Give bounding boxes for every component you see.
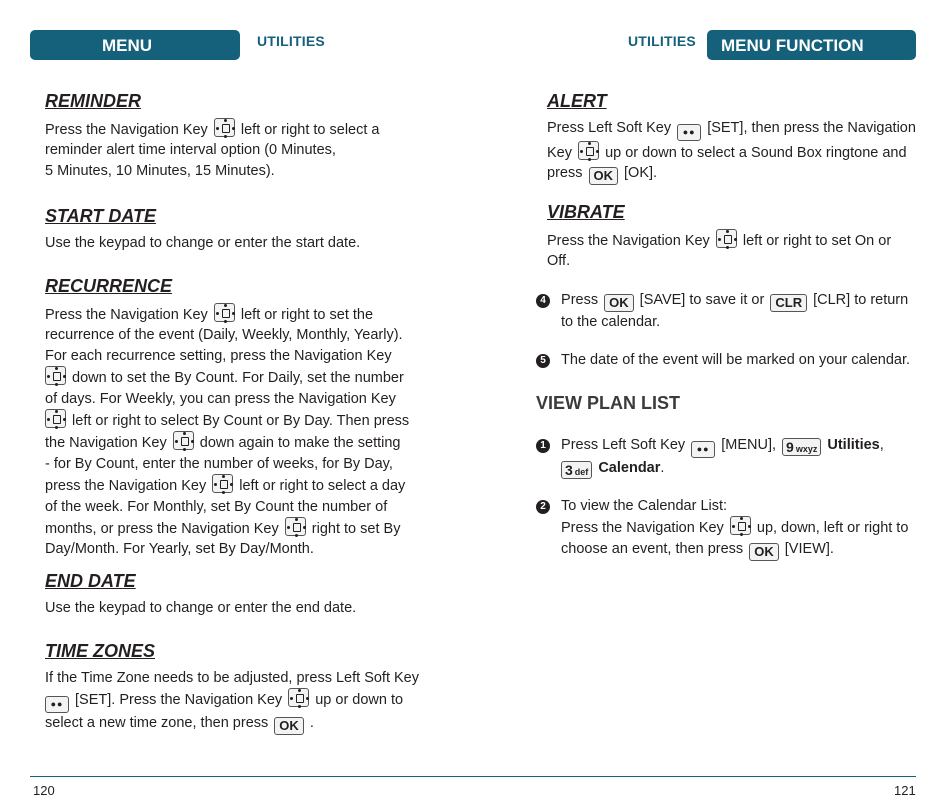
recurrence-text — [45, 303, 425, 560]
time-zones-heading: TIME ZONES — [45, 641, 156, 661]
ok-key-icon: OK — [749, 543, 779, 561]
start-date-text: Use the keypad to change or enter the start date. — [45, 235, 361, 251]
text-fragment: To view the Calendar List: — [561, 498, 728, 514]
clr-key-icon: CLR — [770, 294, 807, 312]
page-number-right: 121 — [894, 783, 916, 798]
view-plan-step-1 — [536, 435, 926, 479]
vibrate-text — [547, 229, 922, 272]
text-fragment: - for By Count, enter the number of weeks, for By Day, — [45, 455, 393, 472]
view-plan-step-2 — [536, 496, 931, 561]
key-digit: 3 — [565, 462, 573, 478]
key-letters: def — [574, 467, 589, 477]
alert-heading: ALERT — [547, 91, 607, 111]
navigation-key-icon — [214, 118, 235, 137]
text-fragment: down to set the By Count. For Daily, set the number — [72, 370, 404, 387]
text-fragment: [SET]. Press the Navigation Key — [75, 692, 283, 709]
text-fragment: [MENU], — [721, 437, 776, 453]
text-fragment: [SET], then press the Navigation — [707, 120, 916, 136]
text-fragment: . — [309, 715, 314, 732]
alert-text — [547, 118, 922, 185]
utilities-label-left: UTILITIES — [257, 33, 325, 49]
text-fragment: Key — [547, 145, 572, 161]
recurrence-heading: RECURRENCE — [45, 276, 173, 296]
navigation-key-icon — [285, 517, 306, 536]
key-digit: 9 — [786, 439, 794, 455]
text-fragment: [CLR] to return — [813, 292, 909, 308]
menu-function-label: MENU FUNCTION — [721, 36, 864, 55]
navigation-key-icon — [578, 141, 599, 160]
reminder-text — [45, 118, 425, 181]
step-number-badge: 2 — [536, 500, 550, 514]
text-fragment: Press the Navigation Key — [45, 307, 208, 323]
menu-function-tab-left — [30, 30, 240, 86]
text-fragment: left or right to select a — [240, 122, 380, 138]
end-date-text: Use the keypad to change or enter the end date. — [45, 600, 357, 616]
navigation-key-icon — [45, 409, 66, 428]
text-fragment: months, or press the Navigation Key — [45, 521, 279, 538]
text-fragment: reminder alert time interval option (0 Minutes, — [45, 142, 336, 159]
text-fragment: up or down to — [315, 692, 404, 709]
view-plan-list-heading: VIEW PLAN LIST — [536, 393, 680, 413]
navigation-key-icon — [288, 688, 309, 707]
three-key-icon — [561, 461, 592, 479]
menu-function-label: MENU FUNCTION — [102, 36, 190, 86]
menu-function-tab-right — [707, 30, 916, 60]
navigation-key-icon — [214, 303, 235, 322]
vibrate-heading: VIBRATE — [547, 202, 625, 222]
text-fragment: Press — [561, 292, 599, 308]
text-fragment: If the Time Zone needs to be adjusted, press Left Soft Key — [45, 670, 419, 686]
end-date-heading: END DATE — [45, 571, 136, 591]
step-5 — [536, 350, 936, 370]
text-fragment: press — [547, 165, 583, 182]
navigation-key-icon — [45, 366, 66, 385]
utilities-label: Utilities — [827, 437, 880, 453]
text-fragment: to the calendar. — [561, 314, 661, 330]
text-fragment: [SAVE] to save it or — [639, 292, 765, 308]
text-fragment: down again to make the setting — [199, 435, 401, 452]
navigation-key-icon — [730, 516, 751, 535]
left-soft-key-icon: ●● — [677, 124, 701, 141]
navigation-key-icon — [716, 229, 737, 248]
step-number-badge: 4 — [536, 294, 550, 308]
text-fragment: left or right to select a day — [239, 478, 406, 495]
text-fragment: the Navigation Key — [45, 435, 167, 452]
time-zones-text — [45, 668, 430, 735]
navigation-key-icon — [212, 474, 233, 493]
text-fragment: Off. — [547, 253, 571, 270]
text-fragment: select a new time zone, then press — [45, 715, 269, 732]
text-fragment: 5 Minutes, 10 Minutes, 15 Minutes). — [45, 162, 275, 179]
nine-key-icon — [782, 438, 821, 456]
footer-divider — [30, 776, 916, 777]
text-fragment: up, down, left or right to — [756, 520, 909, 537]
text-fragment: , — [879, 437, 884, 453]
utilities-label-right: UTILITIES — [628, 33, 696, 49]
page-number-left: 120 — [33, 783, 55, 798]
text-fragment: up or down to select a Sound Box ringtone and — [605, 145, 907, 161]
text-fragment: Press the Navigation Key — [561, 520, 724, 537]
calendar-label: Calendar — [598, 460, 661, 476]
text-fragment: Press Left Soft Key — [547, 120, 672, 136]
left-soft-key-icon: ●● — [691, 441, 715, 458]
navigation-key-icon — [173, 431, 194, 450]
text-fragment: The date of the event will be marked on your calendar. — [561, 352, 911, 368]
text-fragment: of the week. For Monthly, set By Count the number of — [45, 498, 388, 515]
ok-key-icon: OK — [274, 717, 304, 735]
text-fragment: left or right to set the — [240, 307, 374, 323]
text-fragment: Press the Navigation Key — [547, 233, 710, 249]
text-fragment: right to set By — [311, 521, 401, 538]
text-fragment: recurrence of the event (Daily, Weekly, Monthly, Yearly). — [45, 327, 403, 344]
text-fragment: press the Navigation Key — [45, 478, 207, 495]
text-fragment: [OK]. — [624, 165, 658, 182]
text-fragment: . — [660, 460, 665, 476]
step-number-badge: 5 — [536, 354, 550, 368]
text-fragment: left or right to select By Count or By Day. Then press — [72, 413, 410, 430]
text-fragment: Day/Month. For Yearly, set By Day/Month. — [45, 541, 314, 558]
text-fragment: Press Left Soft Key — [561, 437, 686, 453]
reminder-heading: REMINDER — [45, 91, 142, 111]
key-letters: wxyz — [795, 444, 818, 454]
start-date-heading: START DATE — [45, 206, 156, 226]
ok-key-icon: OK — [604, 294, 634, 312]
ok-key-icon: OK — [589, 167, 619, 185]
text-fragment: choose an event, then press — [561, 540, 744, 557]
text-fragment: left or right to set On or — [742, 233, 892, 249]
text-fragment: [VIEW]. — [784, 540, 834, 557]
text-fragment: Press the Navigation Key — [45, 122, 208, 138]
text-fragment: For each recurrence setting, press the Navigation Key — [45, 347, 392, 364]
text-fragment: of days. For Weekly, you can press the Navigation Key — [45, 390, 396, 407]
step-4 — [536, 290, 926, 332]
left-soft-key-icon: ●● — [45, 696, 69, 713]
step-number-badge: 1 — [536, 439, 550, 453]
